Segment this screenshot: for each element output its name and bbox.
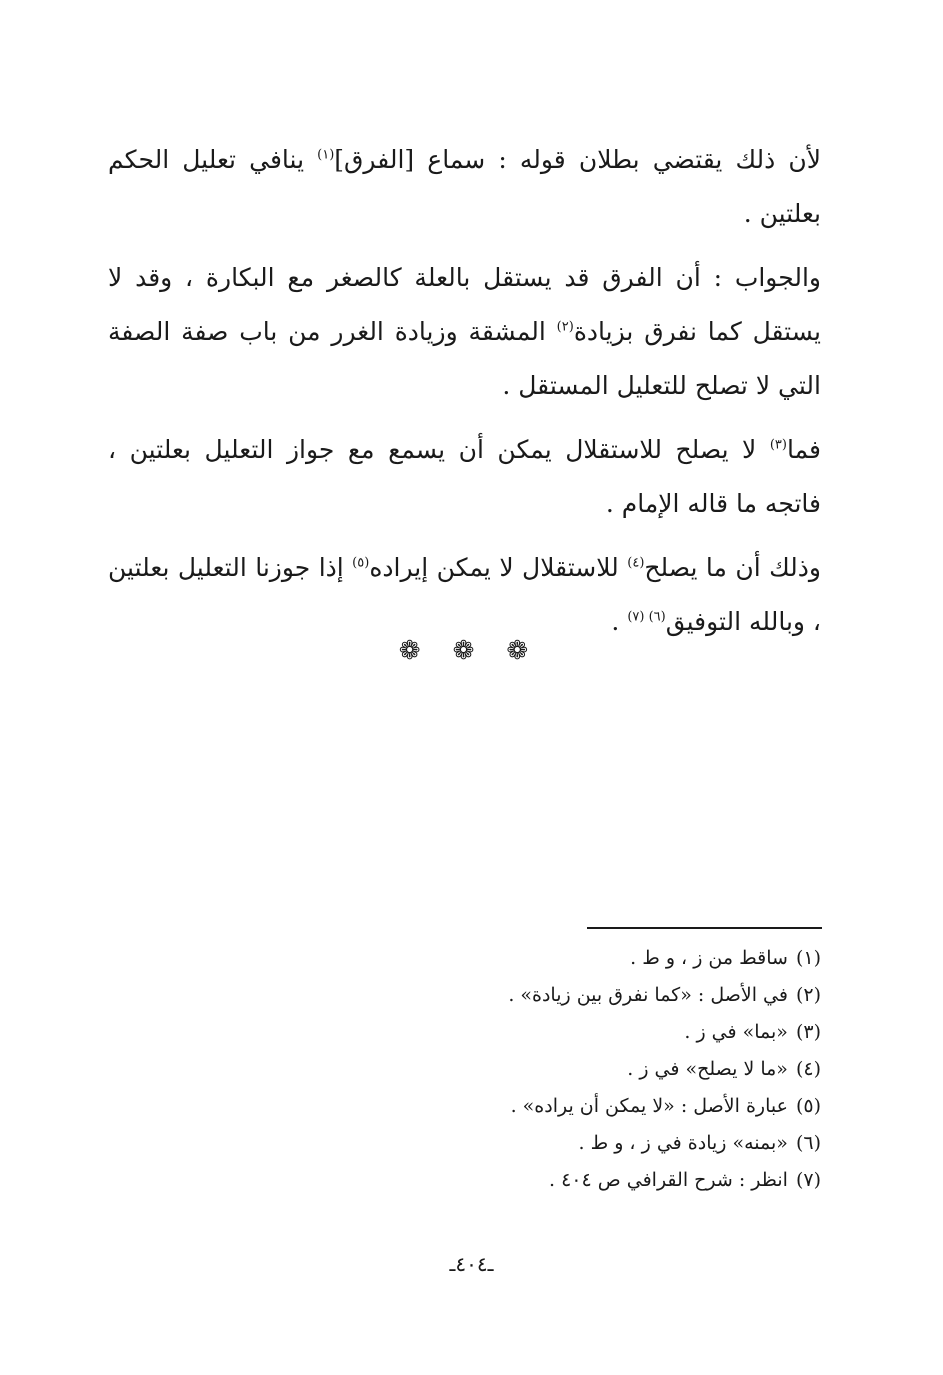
footnote-ref-1: (١) <box>317 147 335 163</box>
footnote-number: (٤) <box>795 1058 821 1080</box>
footnote-number: (١) <box>795 947 821 969</box>
footnote-item <box>400 1125 821 1162</box>
footnote-text: عبارة الأصل : «لا يمكن أن يراده» . <box>510 1095 788 1117</box>
footnote-text: انظر : شرح القرافي ص ٤٠٤ . <box>548 1169 788 1191</box>
main-text <box>108 133 821 659</box>
text-run: فما <box>786 435 821 464</box>
flower-ornament-icon: ❁ <box>506 636 545 666</box>
text-run: وذلك أن ما يصلح <box>644 553 821 582</box>
footnote-ref-4: (٤) <box>627 555 645 571</box>
section-divider-ornaments <box>0 636 943 666</box>
footnote-item <box>400 1162 821 1199</box>
page-number: ـ٤٠٤ـ <box>449 1252 494 1276</box>
footnote-number: (٣) <box>795 1021 821 1043</box>
flower-ornament-icon: ❁ <box>398 636 437 666</box>
paragraph <box>108 423 821 531</box>
footnote-ref-6-7: (٦) (٧) <box>627 609 666 625</box>
text-run: لأن ذلك يقتضي بطلان قوله : سماع [الفرق] <box>334 145 821 174</box>
footnotes <box>400 940 821 1199</box>
paragraph <box>108 541 821 649</box>
footnote-text: «ما لا يصلح» في ز . <box>627 1058 788 1080</box>
paragraph <box>108 251 821 413</box>
footnote-text: «بما» في ز . <box>684 1021 788 1043</box>
footnote-ref-3: (٣) <box>769 437 787 453</box>
footnote-text: «بمنه» زيادة في ز ، و ط . <box>578 1132 788 1154</box>
flower-ornament-icon: ❁ <box>452 636 491 666</box>
text-run: المشقة وزيادة الغرر من باب صفة الصفة التي لا تصلح للتعليل المستقل . <box>108 317 821 400</box>
footnote-item <box>400 1014 821 1051</box>
footnote-number: (٦) <box>795 1132 821 1154</box>
footnote-text: ساقط من ز ، و ط . <box>630 947 788 969</box>
footnote-item <box>400 1088 821 1125</box>
footnote-number: (٢) <box>795 984 821 1006</box>
footnote-number: (٧) <box>795 1169 821 1191</box>
paragraph <box>108 133 821 241</box>
footnote-number: (٥) <box>795 1095 821 1117</box>
footnote-ref-2: (٢) <box>556 319 574 335</box>
footnote-item <box>400 977 821 1014</box>
text-run: والجواب : أن الفرق قد يستقل بالعلة كالصغر مع البكارة ، وقد لا يستقل كما نفرق بزيادة <box>108 263 821 346</box>
text-run: إذا جوزنا التعليل بعلتين ، وبالله التوفيق <box>108 553 821 636</box>
footnote-item <box>400 1051 821 1088</box>
footnote-text: في الأصل : «كما نفرق بين زيادة» . <box>508 984 788 1006</box>
footnote-separator <box>587 927 822 929</box>
text-run: ينافي تعليل الحكم بعلتين . <box>108 145 821 228</box>
text-run: للاستقلال لا يمكن إيراده <box>369 553 628 582</box>
footnote-item <box>400 940 821 977</box>
text-run: . <box>611 607 628 636</box>
footnote-ref-5: (٥) <box>352 555 370 571</box>
text-run: لا يصلح للاستقلال يمكن أن يسمع مع جواز التعليل بعلتين ، فاتجه ما قاله الإمام . <box>108 435 821 518</box>
